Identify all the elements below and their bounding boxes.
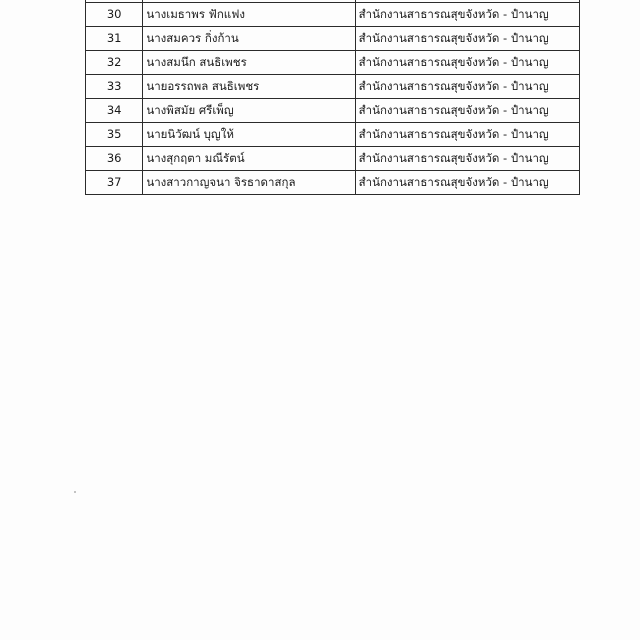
person-name: นายนิวัฒน์ บุญให้ <box>143 123 355 147</box>
table-row <box>86 75 580 99</box>
person-name: นางสุกฤตา มณีรัตน์ <box>143 147 355 171</box>
table-row <box>86 27 580 51</box>
staff-table <box>85 0 580 195</box>
office-position: สำนักงานสาธารณสุขจังหวัด - ปำนาญ <box>355 147 579 171</box>
office-position: สำนักงานสาธารณสุขจังหวัด - ปำนาญ <box>355 123 579 147</box>
office-position: สำนักงานสาธารณสุขจังหวัด - ปำนาญ <box>355 27 579 51</box>
row-number: 32 <box>86 51 143 75</box>
person-name: นางสาวกาญจนา จิรธาดาสกุล <box>143 171 355 195</box>
person-name: นางสมควร กิ่งก้าน <box>143 27 355 51</box>
row-number: 30 <box>86 3 143 27</box>
row-number: 34 <box>86 99 143 123</box>
table-row <box>86 99 580 123</box>
office-position: สำนักงานสาธารณสุขจังหวัด - ปำนาญ <box>355 171 579 195</box>
office-position: สำนักงานสาธารณสุขจังหวัด - ปำนาญ <box>355 99 579 123</box>
person-name: นายอรรถพล สนธิเพชร <box>143 75 355 99</box>
table-row <box>86 147 580 171</box>
table-row <box>86 171 580 195</box>
row-number: 33 <box>86 75 143 99</box>
row-number: 35 <box>86 123 143 147</box>
person-name: นางเมธาพร ฟักแฟง <box>143 3 355 27</box>
table-row <box>86 123 580 147</box>
table-row <box>86 51 580 75</box>
row-number: 31 <box>86 27 143 51</box>
row-number: 37 <box>86 171 143 195</box>
scan-speck <box>74 491 76 493</box>
office-position: สำนักงานสาธารณสุขจังหวัด - ปำนาญ <box>355 3 579 27</box>
person-name: นางพิสมัย ศรีเพ็ญ <box>143 99 355 123</box>
person-name: นางสมนึก สนธิเพชร <box>143 51 355 75</box>
row-number: 36 <box>86 147 143 171</box>
office-position: สำนักงานสาธารณสุขจังหวัด - ปำนาญ <box>355 51 579 75</box>
table-row <box>86 3 580 27</box>
office-position: สำนักงานสาธารณสุขจังหวัด - ปำนาญ <box>355 75 579 99</box>
